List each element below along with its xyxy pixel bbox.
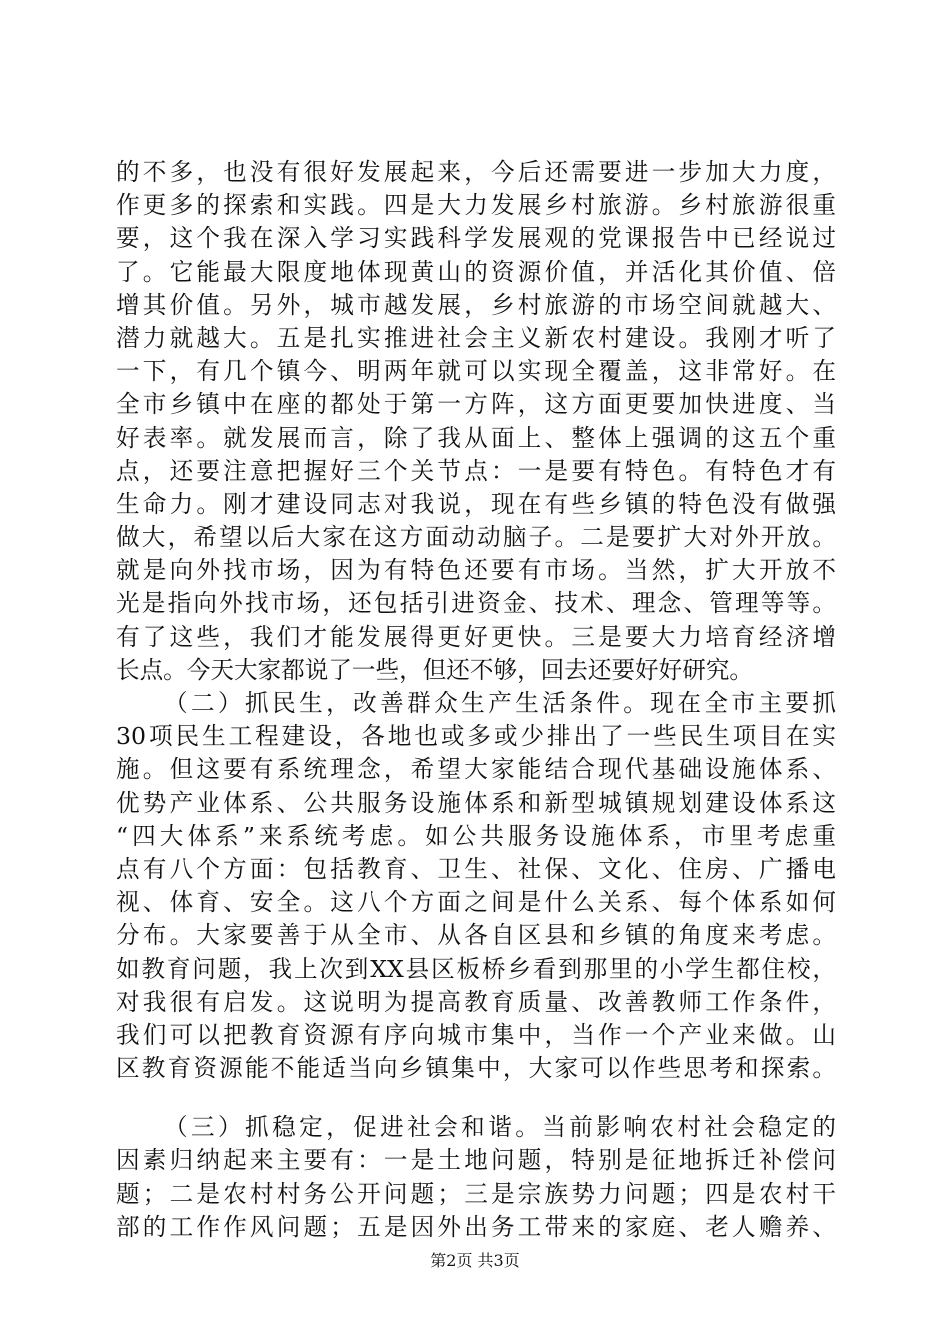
text-line: 点有八个方面：包括教育、卫生、社保、文化、住房、广播电 xyxy=(116,854,836,883)
text-line: 作更多的探索和实践。四是大力发展乡村旅游。乡村旅游很重 xyxy=(116,191,836,220)
text-line: 了。它能最大限度地体现黄山的资源价值，并活化其价值、倍 xyxy=(116,257,836,286)
text-line: 的不多，也没有很好发展起来，今后还需要进一步加大力度， xyxy=(116,158,836,186)
text-line: 部的工作作风问题；五是因外出务工带来的家庭、老人赡养、 xyxy=(116,1212,836,1241)
text-line: 生命力。刚才建设同志对我说，现在有些乡镇的特色没有做强 xyxy=(116,489,836,518)
text-line: 优势产业体系、公共服务设施体系和新型城镇规划建设体系这 xyxy=(116,788,836,817)
text-line: 要，这个我在深入学习实践科学发展观的党课报告中已经说过 xyxy=(116,224,836,253)
text-line: 点，还要注意把握好三个关节点：一是要有特色。有特色才有 xyxy=(116,456,836,485)
text-line: 施。但这要有系统理念，希望大家能结合现代基础设施体系、 xyxy=(116,755,836,784)
text-line: 区教育资源能不能适当向乡镇集中，大家可以作些思考和探索。 xyxy=(116,1054,836,1083)
text-line: 对我很有启发。这说明为提高教育质量、改善教师工作条件， xyxy=(116,987,836,1016)
text-line: （二）抓民生，改善群众生产生活条件。现在全市主要抓 xyxy=(164,689,836,717)
text-line: “四大体系”来系统考虑。如公共服务设施体系，市里考虑重 xyxy=(116,821,836,850)
document-body xyxy=(116,156,836,1244)
paragraph-2 xyxy=(116,687,836,1085)
paragraph-3 xyxy=(116,1111,836,1244)
text-line: 视、体育、安全。这八个方面之间是什么关系、每个体系如何 xyxy=(116,888,836,917)
text-line: 分布。大家要善于从全市、从各自区县和乡镇的角度来考虑。 xyxy=(116,921,836,950)
text-line: （三）抓稳定，促进社会和谐。当前影响农村社会稳定的 xyxy=(164,1113,836,1142)
text-line: 增其价值。另外，城市越发展，乡村旅游的市场空间就越大、 xyxy=(116,290,836,319)
text-line: 就是向外找市场，因为有特色还要有市场。当然，扩大开放不 xyxy=(116,556,836,585)
page-number-footer: 第2页 共3页 xyxy=(430,1251,520,1270)
text-line: 我们可以把教育资源有序向城市集中，当作一个产业来做。山 xyxy=(116,1020,836,1049)
text-line: 有了这些，我们才能发展得更好更快。三是要大力培育经济增 xyxy=(116,622,836,651)
paragraph-gap xyxy=(116,1085,836,1111)
text-line: 全市乡镇中在座的都处于第一方阵，这方面更要加快进度、当 xyxy=(116,390,836,419)
text-line: 长点。今天大家都说了一些，但还不够，回去还要好好研究。 xyxy=(116,655,754,684)
text-line: 因素归纳起来主要有：一是土地问题，特别是征地拆迁补偿问 xyxy=(116,1146,836,1175)
text-line: 光是指向外找市场，还包括引进资金、技术、理念、管理等等。 xyxy=(116,589,836,618)
text-line: 好表率。就发展而言，除了我从面上、整体上强调的这五个重 xyxy=(116,423,836,452)
text-line: 潜力就越大。五是扎实推进社会主义新农村建设。我刚才听了 xyxy=(116,323,836,352)
paragraph-1 xyxy=(116,156,836,687)
text-line: 如教育问题，我上次到XX县区板桥乡看到那里的小学生都住校， xyxy=(116,954,836,983)
text-line: 题；二是农村村务公开问题；三是宗族势力问题；四是农村干 xyxy=(116,1179,836,1208)
text-line: 30项民生工程建设，各地也或多或少排出了一些民生项目在实 xyxy=(116,722,836,751)
text-line: 一下，有几个镇今、明两年就可以实现全覆盖，这非常好。在 xyxy=(116,357,836,386)
text-line: 做大，希望以后大家在这方面动动脑子。二是要扩大对外开放。 xyxy=(116,523,836,552)
